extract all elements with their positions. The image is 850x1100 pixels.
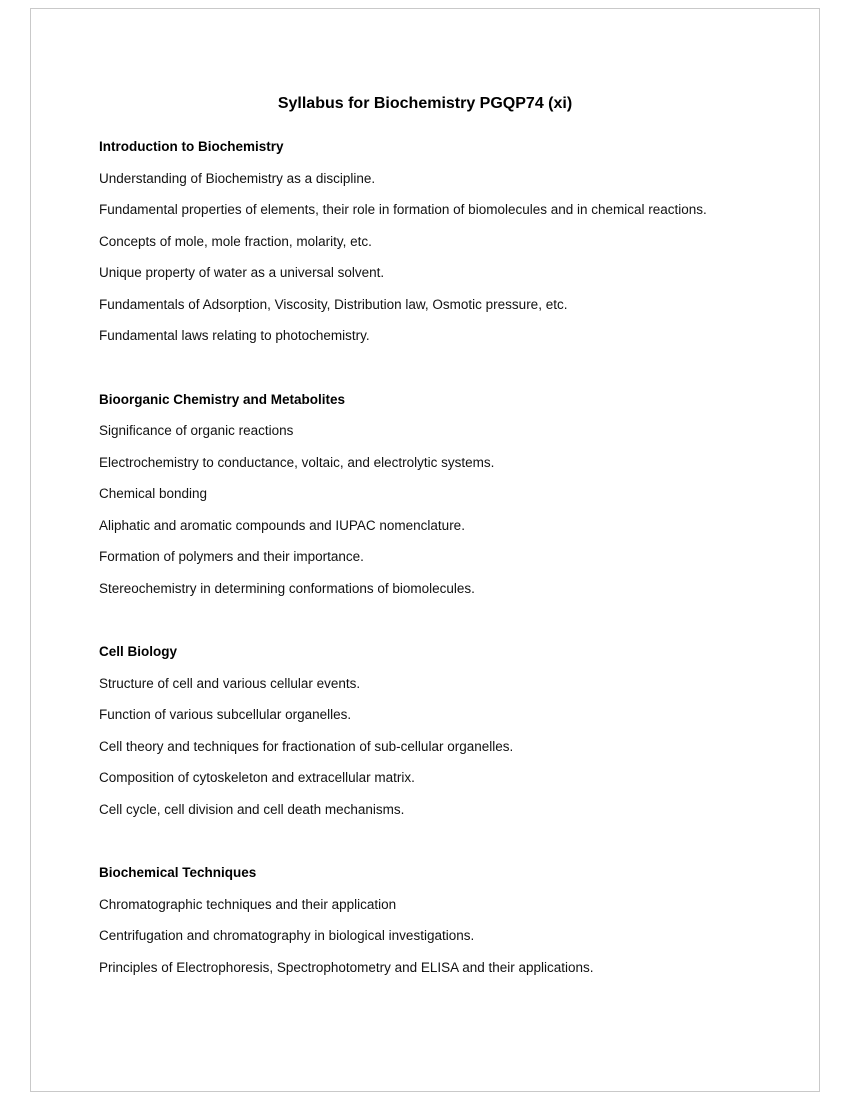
syllabus-item: Understanding of Biochemistry as a discipline. [99, 170, 376, 186]
syllabus-item: Centrifugation and chromatography in biological investigations. [99, 928, 475, 943]
section-biochemical-techniques [99, 865, 751, 976]
syllabus-item: Fundamentals of Adsorption, Viscosity, Distribution law, Osmotic pressure, etc. [99, 296, 568, 312]
syllabus-item: Concepts of mole, mole fraction, molarity, etc. [99, 233, 372, 249]
section-heading: Biochemical Techniques [99, 865, 257, 880]
document-page [30, 8, 820, 1092]
syllabus-item: Aliphatic and aromatic compounds and IUPAC nomenclature. [99, 517, 465, 533]
syllabus-item: Stereochemistry in determining conformations of biomolecules. [99, 580, 475, 596]
section-cell-biology [99, 644, 751, 818]
syllabus-item: Fundamental properties of elements, their role in formation of biomolecules and in chemical reactions. [99, 202, 707, 217]
syllabus-item: Significance of organic reactions [99, 423, 294, 438]
syllabus-item: Cell theory and techniques for fractionation of sub-cellular organelles. [99, 738, 514, 754]
syllabus-item: Function of various subcellular organelles. [99, 707, 352, 722]
syllabus-item: Principles of Electrophoresis, Spectrophotometry and ELISA and their applications. [99, 959, 594, 975]
section-bioorganic-chemistry-and-metabolites [99, 392, 751, 598]
syllabus-item: Formation of polymers and their importance. [99, 549, 364, 564]
syllabus-item: Cell cycle, cell division and cell death mechanisms. [99, 801, 405, 817]
section-heading: Introduction to Biochemistry [99, 139, 284, 154]
syllabus-item: Electrochemistry to conductance, voltaic, and electrolytic systems. [99, 454, 495, 470]
section-heading: Cell Biology [99, 644, 178, 659]
syllabus-item: Chemical bonding [99, 486, 208, 501]
syllabus-item: Structure of cell and various cellular events. [99, 675, 361, 691]
syllabus-item: Composition of cytoskeleton and extracellular matrix. [99, 770, 415, 785]
section-introduction-to-biochemistry [99, 139, 751, 345]
section-heading: Bioorganic Chemistry and Metabolites [99, 391, 346, 407]
syllabus-item: Chromatographic techniques and their application [99, 896, 397, 912]
syllabus-item: Fundamental laws relating to photochemistry. [99, 328, 370, 343]
syllabus-item: Unique property of water as a universal solvent. [99, 265, 385, 280]
page-title: Syllabus for Biochemistry PGQP74 (xi) [277, 95, 573, 112]
